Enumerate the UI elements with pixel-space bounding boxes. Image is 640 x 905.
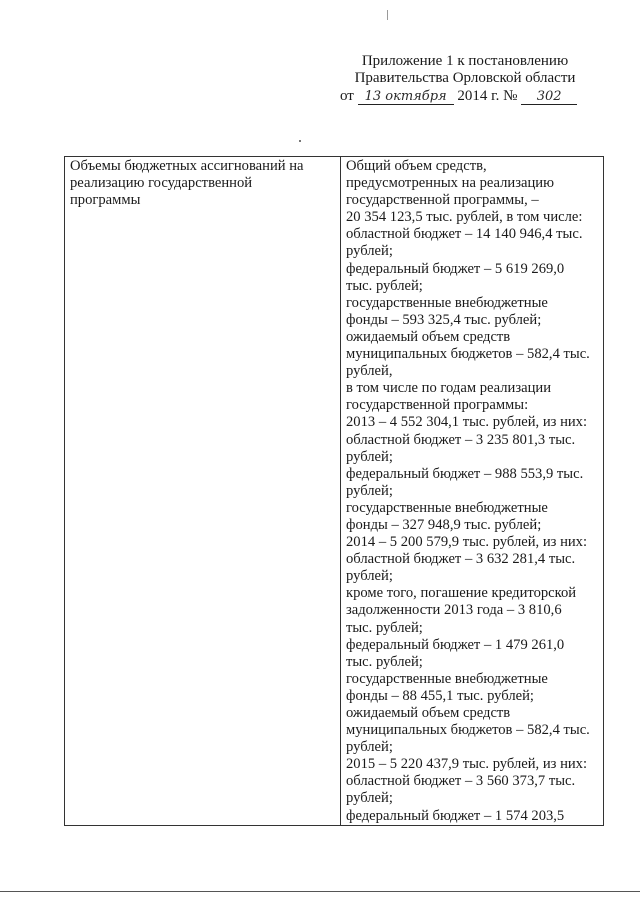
text-line: 2014 – 5 200 579,9 тыс. рублей, из них: — [346, 534, 588, 551]
text-line: реализацию государственной — [70, 175, 253, 192]
scan-dot — [299, 140, 301, 142]
page-bottom-edge — [0, 891, 640, 892]
text-line: государственной программы: — [346, 397, 529, 414]
text-line: рублей; — [346, 482, 393, 499]
text-line: ожидаемый объем средств — [346, 328, 511, 345]
text-line: тыс. рублей; — [346, 653, 423, 670]
text-line: рублей; — [346, 790, 393, 807]
header-line-1: Приложение 1 к постановлению — [361, 53, 569, 69]
text-line: федеральный бюджет – 1 574 203,5 — [346, 807, 565, 824]
handwritten-number: 302 — [521, 89, 577, 105]
text-line: областной бюджет – 3 235 801,3 тыс. — [346, 431, 576, 448]
date-prefix: от — [340, 88, 354, 104]
text-line: муниципальных бюджетов – 582,4 тыс. — [346, 722, 590, 739]
text-line: задолженности 2013 года – 3 810,6 — [346, 602, 562, 619]
text-line: рублей, — [346, 363, 393, 380]
text-line: рублей; — [346, 243, 393, 260]
budget-table — [64, 156, 604, 826]
appendix-header — [330, 53, 600, 105]
text-line: государственные внебюджетные — [346, 499, 548, 516]
text-line: областной бюджет – 14 140 946,4 тыс. — [346, 226, 583, 243]
label-cell — [65, 157, 341, 826]
header-line-2: Правительства Орловской области — [354, 70, 576, 86]
value-cell — [341, 157, 604, 826]
value-lines — [346, 158, 599, 825]
text-line: областной бюджет – 3 560 373,7 тыс. — [346, 773, 576, 790]
header-date-line — [330, 88, 600, 105]
year-text: 2014 г. № — [457, 88, 518, 104]
text-line: государственные внебюджетные — [346, 670, 548, 687]
text-line: федеральный бюджет – 1 479 261,0 — [346, 636, 565, 653]
text-line: рублей; — [346, 448, 393, 465]
handwritten-date: 13 октября — [358, 89, 454, 105]
text-line: областной бюджет – 3 632 281,4 тыс. — [346, 551, 576, 568]
text-line: рублей; — [346, 739, 393, 756]
text-line: муниципальных бюджетов – 582,4 тыс. — [346, 346, 590, 363]
text-line: 2015 – 5 220 437,9 тыс. рублей, из них: — [346, 756, 588, 773]
text-line: Объемы бюджетных ассигнований на — [70, 158, 304, 174]
text-line: программы — [70, 192, 141, 209]
text-line: государственные внебюджетные — [346, 294, 548, 311]
text-line: 2013 – 4 552 304,1 тыс. рублей, из них: — [346, 414, 588, 431]
text-line: тыс. рублей; — [346, 619, 423, 636]
scan-mark — [387, 10, 388, 20]
text-line: фонды – 593 325,4 тыс. рублей; — [346, 311, 542, 328]
text-line: государственной программы, – — [346, 192, 539, 209]
text-line: 20 354 123,5 тыс. рублей, в том числе: — [346, 209, 583, 226]
text-line: фонды – 88 455,1 тыс. рублей; — [346, 687, 534, 704]
text-line: кроме того, погашение кредиторской — [346, 585, 577, 602]
text-line: тыс. рублей; — [346, 277, 423, 294]
text-line: федеральный бюджет – 5 619 269,0 — [346, 260, 565, 277]
text-line: ожидаемый объем средств — [346, 705, 511, 721]
table-row — [65, 157, 604, 826]
text-line: федеральный бюджет – 988 553,9 тыс. — [346, 465, 584, 482]
text-line: фонды – 327 948,9 тыс. рублей; — [346, 516, 542, 533]
text-line: Общий объем средств, — [346, 158, 487, 174]
text-line: рублей; — [346, 568, 393, 585]
text-line: предусмотренных на реализацию — [346, 175, 554, 192]
text-line: в том числе по годам реализации — [346, 380, 552, 397]
label-lines — [70, 158, 336, 209]
